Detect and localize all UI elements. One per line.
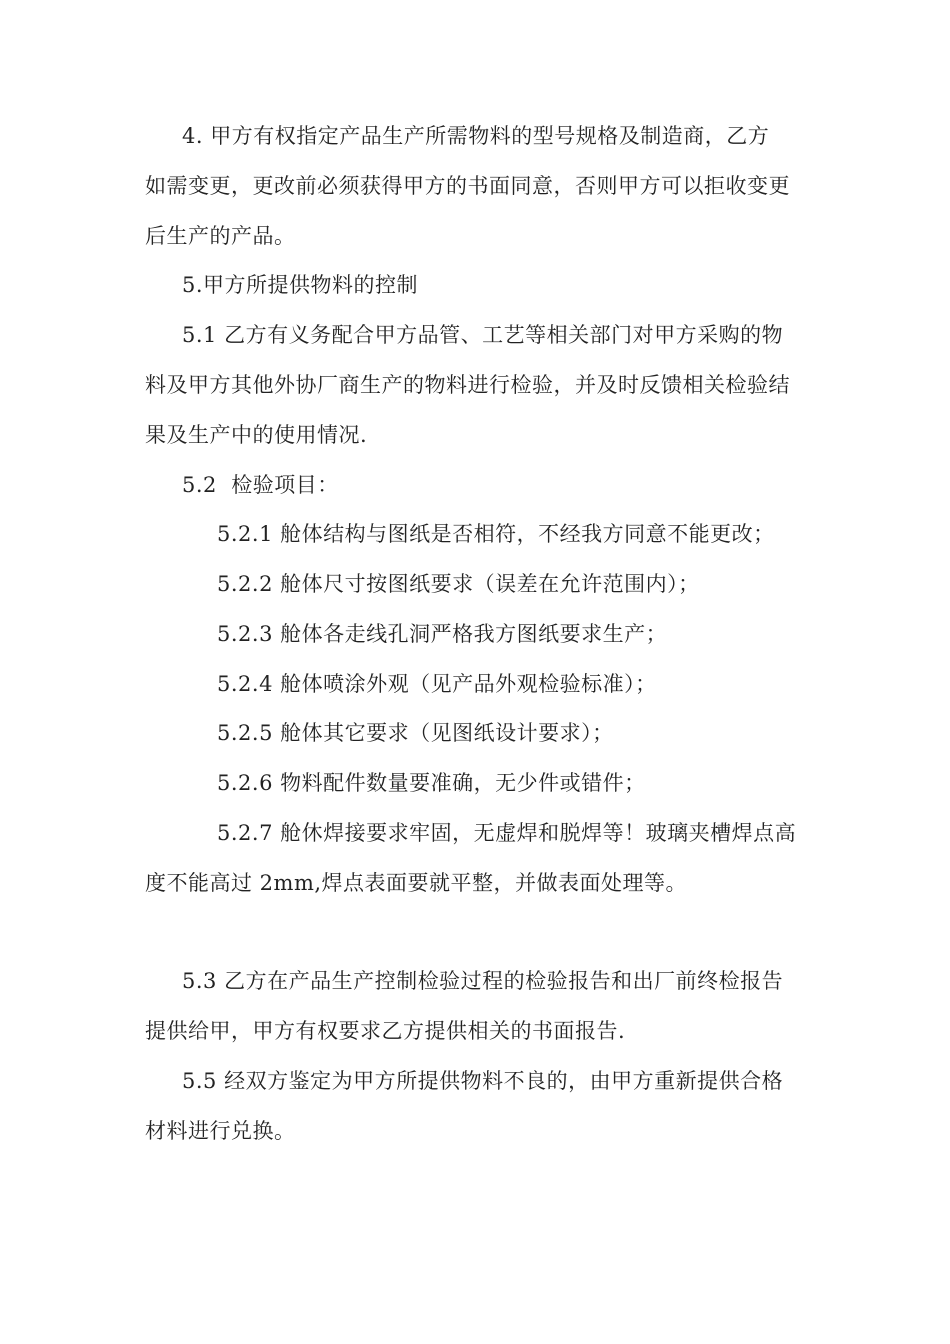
item-5-2-6: 5.2.6 物料配件数量要准确，无少件或错件； xyxy=(217,771,646,795)
paragraph-4-line-1: 4. 甲方有权指定产品生产所需物料的型号规格及制造商，乙方 xyxy=(182,124,770,148)
item-5-2-7-line-1: 5.2.7 舱休焊接要求牢固，无虚焊和脱焊等！玻璃夹槽焊点高 xyxy=(217,821,797,845)
item-5-2-1: 5.2.1 舱体结构与图纸是否相符，不经我方同意不能更改； xyxy=(217,522,775,546)
paragraph-5-2-heading: 5.2 检验项目： xyxy=(182,473,339,497)
paragraph-5-heading: 5.甲方所提供物料的控制 xyxy=(182,273,419,297)
paragraph-5-3-line-2: 提供给甲，甲方有权要求乙方提供相关的书面报告. xyxy=(145,1019,626,1043)
paragraph-5-1-line-1: 5.1 乙方有义务配合甲方品管、工艺等相关部门对甲方采购的物 xyxy=(182,323,784,347)
paragraph-4-line-3: 后生产的产品。 xyxy=(145,224,296,248)
item-5-2-5: 5.2.5 舱体其它要求（见图纸设计要求）； xyxy=(217,721,614,745)
paragraph-5-1-line-3: 果及生产中的使用情况. xyxy=(145,423,368,447)
paragraph-5-3-line-1: 5.3 乙方在产品生产控制检验过程的检验报告和出厂前终检报告 xyxy=(182,969,784,993)
paragraph-4-line-2: 如需变更，更改前必须获得甲方的书面同意，否则甲方可以拒收变更 xyxy=(145,174,790,198)
paragraph-5-5-line-1: 5.5 经双方鉴定为甲方所提供物料不良的，由甲方重新提供合格 xyxy=(182,1069,784,1093)
item-5-2-2: 5.2.2 舱体尺寸按图纸要求（误差在允许范围内）； xyxy=(217,572,700,596)
item-5-2-3: 5.2.3 舱体各走线孔洞严格我方图纸要求生产； xyxy=(217,622,668,646)
paragraph-5-1-line-2: 料及甲方其他外协厂商生产的物料进行检验，并及时反馈相关检验结 xyxy=(145,373,790,397)
item-5-2-4: 5.2.4 舱体喷涂外观（见产品外观检验标准）； xyxy=(217,672,657,696)
paragraph-5-5-line-2: 材料进行兑换。 xyxy=(145,1119,296,1143)
item-5-2-7-line-2: 度不能高过 2mm,焊点表面要就平整，并做表面处理等。 xyxy=(145,871,688,895)
